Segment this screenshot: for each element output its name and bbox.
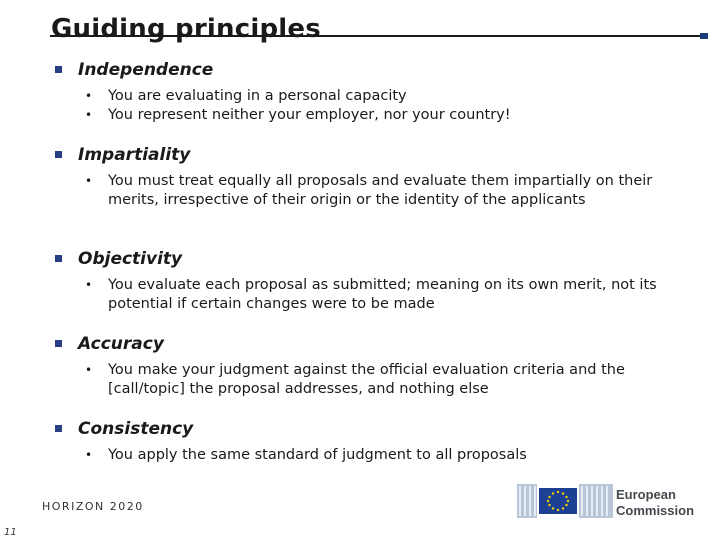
bullet-dot-icon: • xyxy=(85,448,93,462)
bullet-dot-icon: • xyxy=(85,89,93,103)
page-title: Guiding principles xyxy=(51,14,321,44)
bullet-dot-icon: • xyxy=(85,363,93,377)
footer-brand: HORIZON 2020 xyxy=(42,500,144,513)
list-item: • You must treat equally all proposals and evaluate them impartially on their merits, irrespective of their origin or the identity of the applicants xyxy=(85,173,653,208)
list-item: • You represent neither your employer, nor your country! xyxy=(85,107,511,123)
list-item: • You apply the same standard of judgment to all proposals xyxy=(85,447,527,463)
list-item: • You are evaluating in a personal capacity xyxy=(85,88,407,104)
section-independence xyxy=(55,59,695,125)
section-heading: Consistency xyxy=(78,419,194,439)
square-bullet-icon xyxy=(55,151,62,158)
section-objectivity xyxy=(55,248,695,314)
section-heading: Impartiality xyxy=(78,145,191,165)
logo-text: European Commission xyxy=(616,487,695,518)
list-item: • You evaluate each proposal as submitted; meaning on its own merit, not its potential if certain changes were to be made xyxy=(85,277,657,312)
section-impartiality xyxy=(55,144,695,210)
square-bullet-icon xyxy=(55,255,62,262)
section-accuracy xyxy=(55,333,695,399)
list-item: • You make your judgment against the official evaluation criteria and the [call/topic] the proposal addresses, and nothing else xyxy=(85,362,625,397)
section-heading: Independence xyxy=(78,60,214,80)
section-heading: Objectivity xyxy=(78,249,183,269)
bullet-dot-icon: • xyxy=(85,174,93,188)
page-number: 11 xyxy=(4,527,17,538)
bullet-dot-icon: • xyxy=(85,278,93,292)
square-bullet-icon xyxy=(55,340,62,347)
section-heading: Accuracy xyxy=(78,334,164,354)
section-consistency xyxy=(55,418,695,465)
square-bullet-icon xyxy=(55,66,62,73)
bullet-dot-icon: • xyxy=(85,108,93,122)
square-bullet-icon xyxy=(55,425,62,432)
